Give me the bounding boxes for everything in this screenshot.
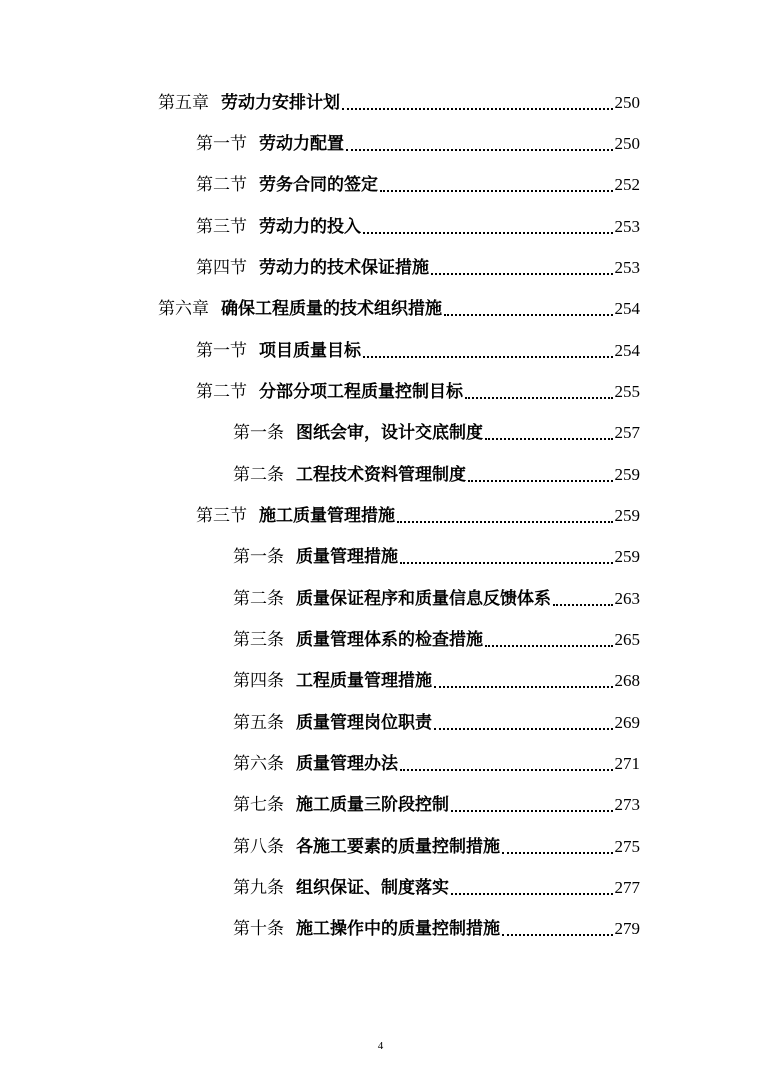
- toc-entry-page: 265: [614, 630, 640, 649]
- toc-entry-number: 第五章: [158, 93, 209, 113]
- toc-entry-title: 施工操作中的质量控制措施: [296, 919, 500, 939]
- toc-entry-number: 第二节: [196, 175, 247, 195]
- dot-leader: [465, 397, 613, 399]
- toc-entry-title: 分部分项工程质量控制目标: [259, 382, 463, 402]
- toc-entry[interactable]: [233, 914, 640, 944]
- toc-entry-page: 273: [614, 795, 640, 814]
- toc-entry[interactable]: [233, 873, 640, 903]
- dot-leader: [502, 934, 613, 936]
- dot-leader: [468, 480, 613, 482]
- toc-entry-title: 施工质量管理措施: [259, 506, 395, 526]
- toc-entry-title: 施工质量三阶段控制: [296, 795, 449, 815]
- toc-entry[interactable]: [233, 460, 640, 490]
- toc-entry-page: 263: [614, 589, 640, 608]
- toc-entry-number: 第六条: [233, 754, 284, 774]
- toc-entry-number: 第一节: [196, 341, 247, 361]
- toc-entry-number: 第九条: [233, 878, 284, 898]
- toc-entry-title: 确保工程质量的技术组织措施: [221, 299, 442, 319]
- toc-entry-page: 250: [614, 134, 640, 153]
- toc-entry-page: 253: [614, 258, 640, 277]
- toc-entry-number: 第三节: [196, 217, 247, 237]
- toc-entry-title: 劳动力的技术保证措施: [259, 258, 429, 278]
- toc-entry-page: 253: [614, 217, 640, 236]
- toc-entry-page: 254: [614, 341, 640, 360]
- toc-entry-number: 第二条: [233, 589, 284, 609]
- toc-entry-page: 279: [614, 919, 640, 938]
- toc-entry-number: 第二条: [233, 465, 284, 485]
- toc-entry-title: 工程质量管理措施: [296, 671, 432, 691]
- toc-entry-number: 第一条: [233, 423, 284, 443]
- toc-entry[interactable]: [233, 542, 640, 572]
- toc-entry-number: 第三条: [233, 630, 284, 650]
- toc-entry-title: 质量管理办法: [296, 754, 398, 774]
- toc-entry-page: 275: [614, 837, 640, 856]
- dot-leader: [485, 645, 613, 647]
- toc-entry-number: 第五条: [233, 713, 284, 733]
- page-number: 4: [377, 1040, 384, 1052]
- toc-entry[interactable]: [196, 377, 640, 407]
- toc-entry[interactable]: [233, 790, 640, 820]
- toc-entry[interactable]: [233, 625, 640, 655]
- toc-entry-number: 第七条: [233, 795, 284, 815]
- toc-entry-title: 劳动力的投入: [259, 217, 361, 237]
- dot-leader: [434, 728, 613, 730]
- dot-leader: [431, 273, 613, 275]
- toc-entry-title: 劳动力配置: [259, 134, 344, 154]
- toc-entry-title: 质量保证程序和质量信息反馈体系: [296, 589, 551, 609]
- dot-leader: [502, 852, 613, 854]
- dot-leader: [553, 604, 613, 606]
- dot-leader: [400, 769, 613, 771]
- toc-entry-title: 质量管理体系的检查措施: [296, 630, 483, 650]
- toc-entry-number: 第四节: [196, 258, 247, 278]
- toc-entry-number: 第一节: [196, 134, 247, 154]
- toc-entry[interactable]: [233, 666, 640, 696]
- dot-leader: [434, 686, 613, 688]
- toc-entry-page: 271: [614, 754, 640, 773]
- dot-leader: [451, 893, 613, 895]
- dot-leader: [400, 562, 613, 564]
- toc-entry-page: 257: [614, 423, 640, 442]
- toc-entry-number: 第六章: [158, 299, 209, 319]
- toc-entry[interactable]: [196, 253, 640, 283]
- toc-entry-number: 第三节: [196, 506, 247, 526]
- toc-entry[interactable]: [196, 170, 640, 200]
- toc-entry-page: 277: [614, 878, 640, 897]
- toc-entry-title: 项目质量目标: [259, 341, 361, 361]
- dot-leader: [397, 521, 613, 523]
- toc-entry[interactable]: [233, 749, 640, 779]
- dot-leader: [363, 232, 613, 234]
- dot-leader: [346, 149, 613, 151]
- toc-entry-page: 259: [614, 506, 640, 525]
- toc-entry-title: 组织保证、制度落实: [296, 878, 449, 898]
- dot-leader: [342, 108, 613, 110]
- dot-leader: [363, 356, 613, 358]
- toc-entry-title: 劳动力安排计划: [221, 93, 340, 113]
- toc-entry[interactable]: [196, 336, 640, 366]
- toc-entry-title: 各施工要素的质量控制措施: [296, 837, 500, 857]
- toc-entry-page: 259: [614, 465, 640, 484]
- toc-entry-page: 269: [614, 713, 640, 732]
- toc-entry[interactable]: [233, 418, 640, 448]
- toc-entry-number: 第四条: [233, 671, 284, 691]
- toc-entry-number: 第一条: [233, 547, 284, 567]
- toc-entry-title: 劳务合同的签定: [259, 175, 378, 195]
- toc-entry-number: 第八条: [233, 837, 284, 857]
- toc-entry[interactable]: [158, 294, 640, 324]
- toc-entry[interactable]: [233, 708, 640, 738]
- toc-entry-page: 259: [614, 547, 640, 566]
- toc-entry-page: 268: [614, 671, 640, 690]
- toc-entry-title: 质量管理措施: [296, 547, 398, 567]
- toc-entry-title: 工程技术资料管理制度: [296, 465, 466, 485]
- toc-entry-page: 254: [614, 299, 640, 318]
- dot-leader: [380, 190, 613, 192]
- toc-entry-number: 第十条: [233, 919, 284, 939]
- toc-entry[interactable]: [158, 88, 640, 118]
- toc-entry-page: 252: [614, 175, 640, 194]
- toc-entry[interactable]: [196, 212, 640, 242]
- toc-entry-title: 图纸会审，设计交底制度: [296, 423, 483, 443]
- dot-leader: [444, 314, 613, 316]
- toc-entry[interactable]: [196, 501, 640, 531]
- dot-leader: [485, 438, 613, 440]
- toc-entry-page: 250: [614, 93, 640, 112]
- toc-entry[interactable]: [233, 584, 640, 614]
- dot-leader: [451, 810, 613, 812]
- toc-entry[interactable]: [233, 832, 640, 862]
- toc-entry-page: 255: [614, 382, 640, 401]
- toc-entry-title: 质量管理岗位职责: [296, 713, 432, 733]
- toc-entry-number: 第二节: [196, 382, 247, 402]
- toc-entry[interactable]: [196, 129, 640, 159]
